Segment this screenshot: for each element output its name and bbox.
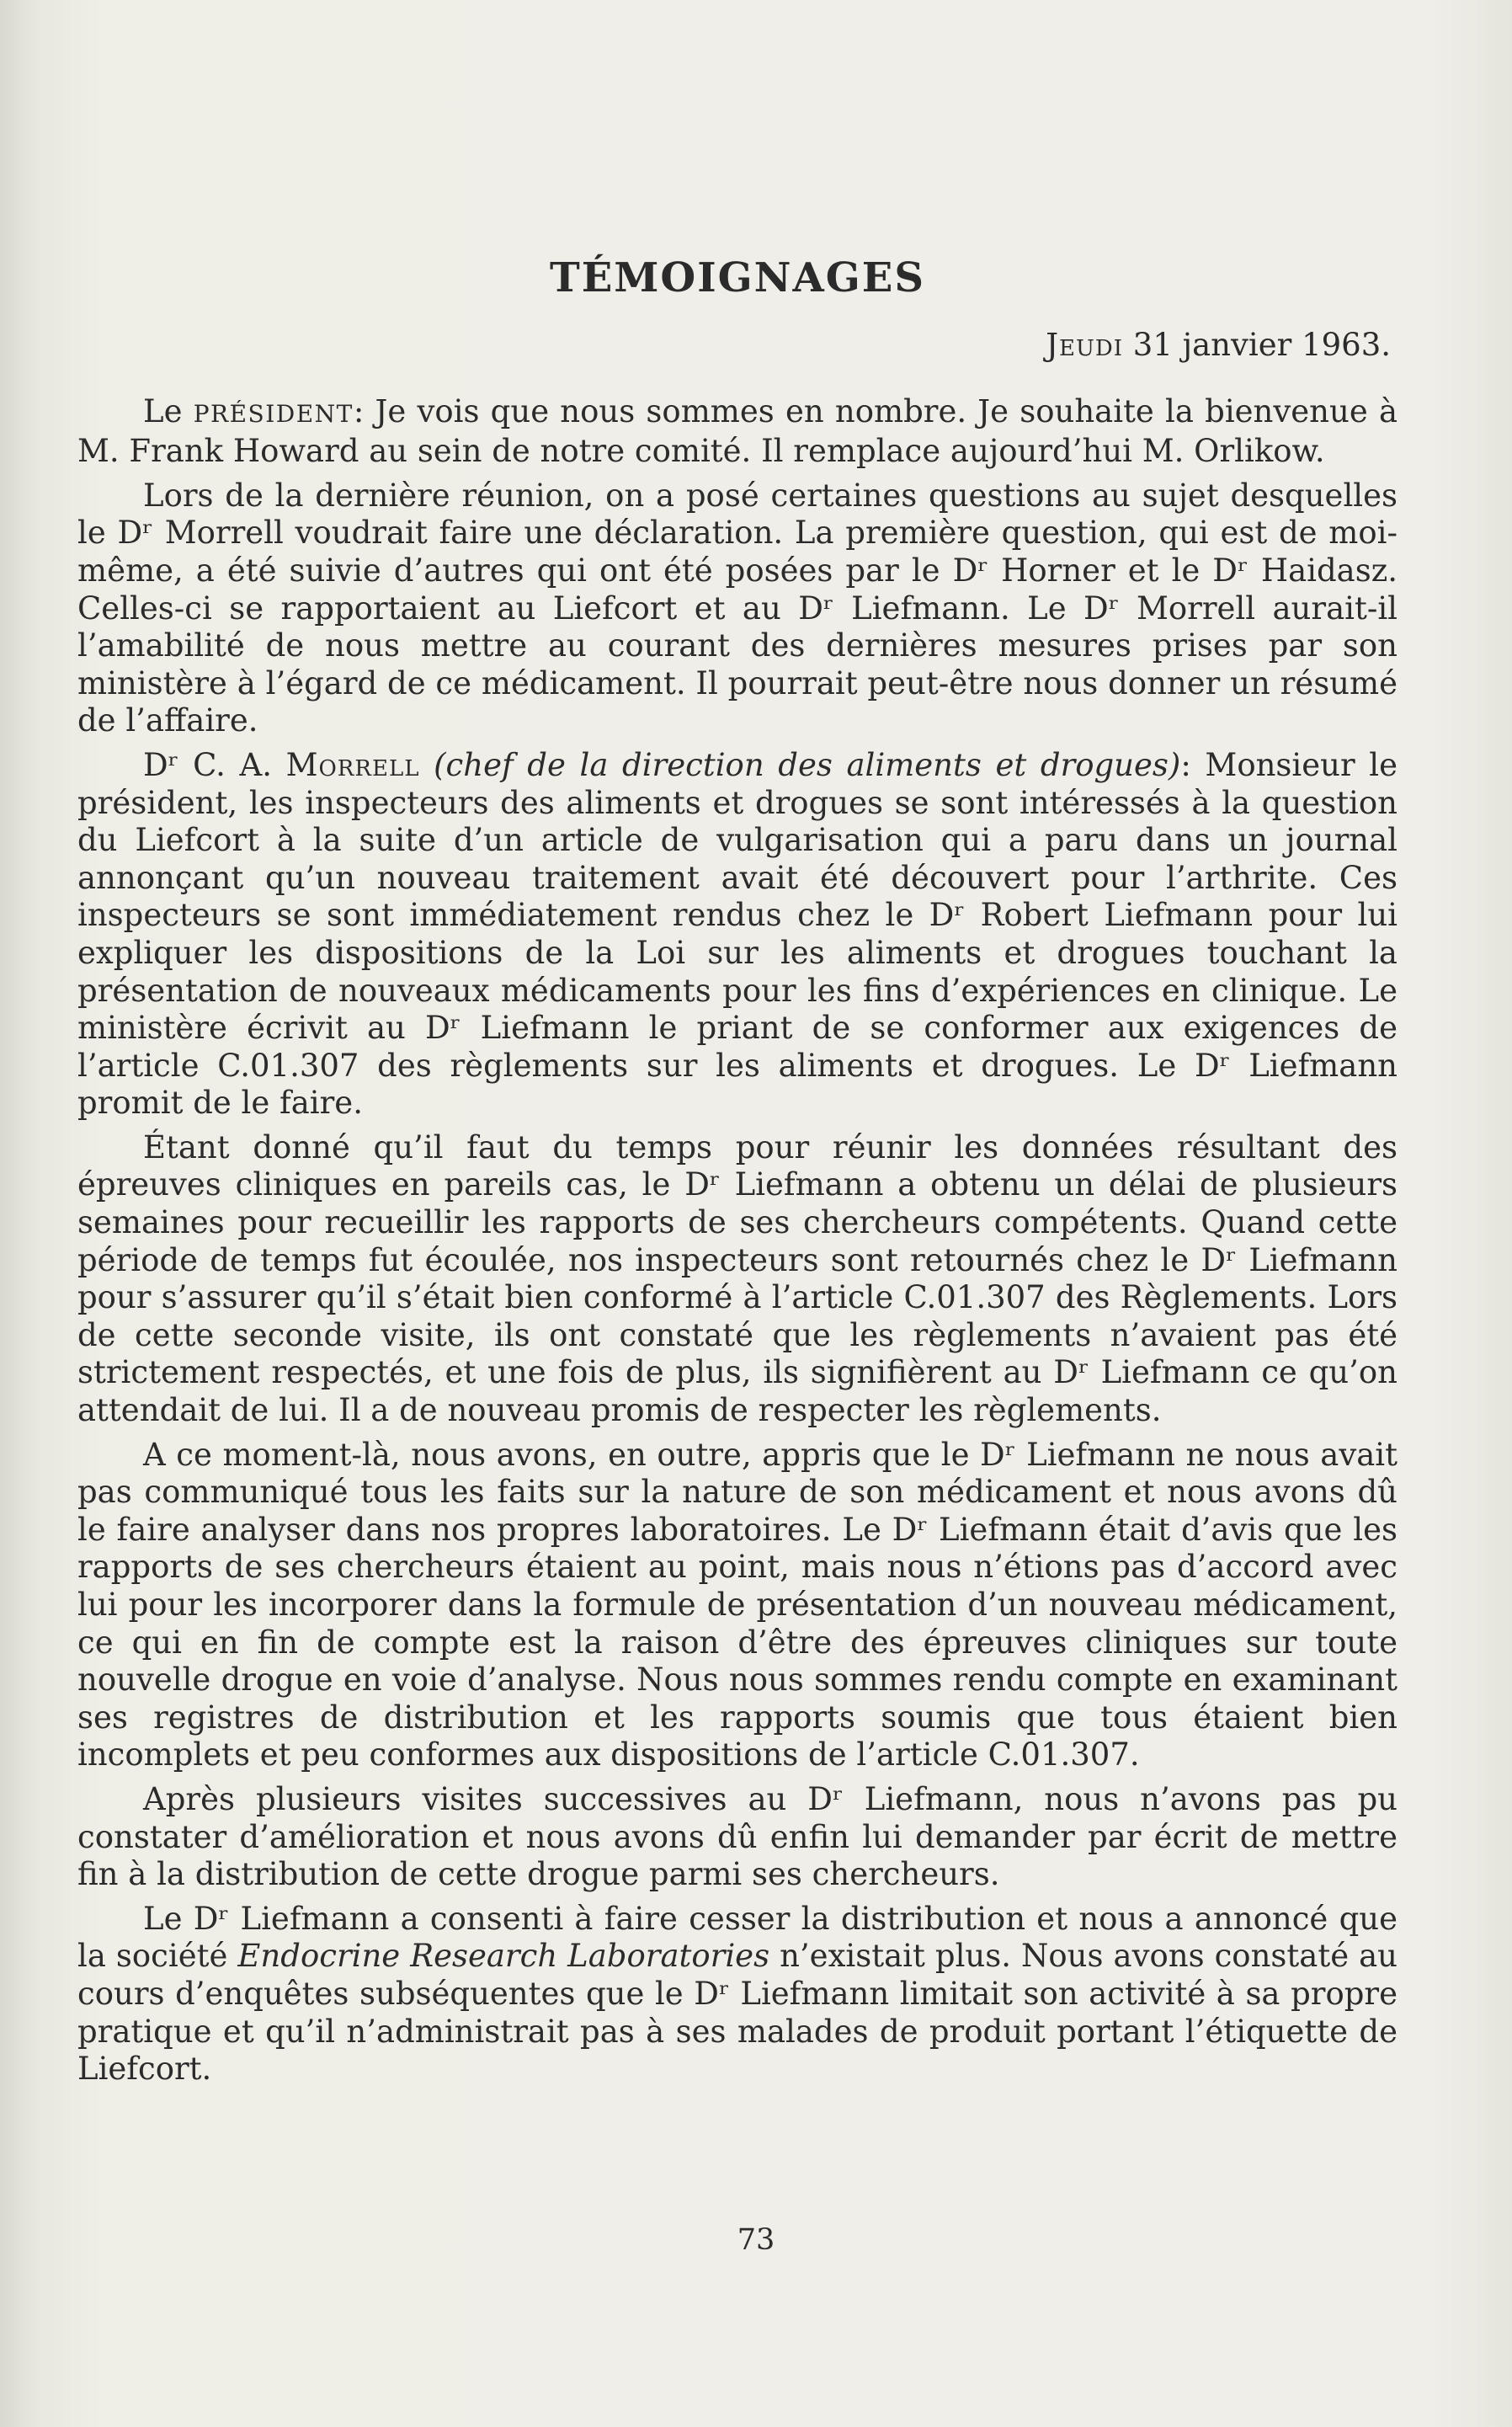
company-name: Endocrine Research Laboratories	[237, 1938, 770, 1975]
page-content	[77, 253, 1398, 2095]
dateline	[77, 327, 1391, 365]
paragraph-text: : Monsieur le président, les inspecteurs des aliments et drogues se sont intéressés à la question du Liefcort à la suite d’un article de vulgarisation qui a paru dans un journal annonçant qu’un nouveau traitement avait été découvert pour l’arthrite. Ces inspecteurs se sont immédiatement rendus chez le Dʳ Robert Liefmann pour lui expliquer les dispositions de la Loi sur les aliments et drogues touchant la présentation de nouveaux médicaments pour les fins d’expériences en clinique. Le ministère écrivit au Dʳ Liefmann le priant de se conformer aux exigences de l’article C.01.307 des règlements sur les aliments et drogues. Le Dʳ Liefmann promit de le faire.	[77, 746, 1398, 1122]
speaker-colon: :	[353, 392, 365, 429]
paragraph-text: Le Dʳ Liefmann a consenti à faire cesser la distribution et nous a annoncé que la société	[77, 1900, 1398, 1975]
speaker-prefix: Le	[143, 392, 194, 429]
paragraph-text: n’existait plus. Nous avons constaté au cours d’enquêtes subséquentes que le Dʳ Liefmann limitait son activité à sa propre pratique et qu’il n’administrait pas à ses malades de produit portant l’étiquette de Liefcort.	[77, 1938, 1398, 2088]
paragraph-7	[77, 1901, 1398, 2088]
page-title: TÉMOIGNAGES	[549, 254, 926, 301]
speaker-president: PRÉSIDENT	[193, 399, 354, 428]
dateline-date: 31 janvier 1963.	[1123, 327, 1391, 363]
page-number: 73	[737, 2223, 775, 2257]
speaker-role: (chef de la direction des aliments et drogues)	[434, 746, 1181, 783]
paragraph-morrell	[77, 747, 1398, 1123]
paragraph-president	[77, 393, 1398, 471]
paragraph-text: Je vois que nous sommes en nombre. Je souhaite la bienvenue à M. Frank Howard au sein de notre comité. Il remplace aujourd’hui M. Orlikow.	[77, 392, 1398, 470]
speaker-prefix: Dʳ C. A.	[143, 746, 286, 783]
speaker-morrell: Morrell	[285, 746, 420, 783]
paragraph-2: Lors de la dernière réunion, on a posé certaines questions au sujet desquelles le Dʳ Morrell voudrait faire une déclaration. La première question, qui est de moi-même, a été suivie d’autres qui ont été posées par le Dʳ Horner et le Dʳ Haidasz. Celles-ci se rapportaient au Liefcort et au Dʳ Liefmann. Le Dʳ Morrell aurait-il l’amabilité de nous mettre au courant des dernières mesures prises par son ministère à l’égard de ce médicament. Il pourrait peut-être nous donner un résumé de l’affaire.	[77, 477, 1398, 739]
paragraph-6: Après plusieurs visites successives au Dʳ Liefmann, nous n’avons pas pu constater d’amélioration et nous avons dû enfin lui demander par écrit de mettre fin à la distribution de cette drogue parmi ses chercheurs.	[77, 1780, 1398, 1893]
paragraph-4: Étant donné qu’il faut du temps pour réunir les données résultant des épreuves cliniques en pareils cas, le Dʳ Liefmann a obtenu un délai de plusieurs semaines pour recueillir les rapports de ses chercheurs compétents. Quand cette période de temps fut écoulée, nos inspecteurs sont retournés chez le Dʳ Liefmann pour s’assurer qu’il s’était bien conformé à l’article C.01.307 des Règlements. Lors de cette seconde visite, ils ont constaté que les règlements n’avaient pas été strictement respectés, et une fois de plus, ils signifièrent au Dʳ Liefmann ce qu’on attendait de lui. Il a de nouveau promis de respecter les règlements.	[77, 1128, 1398, 1429]
paragraph-5: A ce moment-là, nous avons, en outre, appris que le Dʳ Liefmann ne nous avait pas communiqué tous les faits sur la nature de son médicament et nous avons dû le faire analyser dans nos propres laboratoires. Le Dʳ Liefmann était d’avis que les rapports de ses chercheurs étaient au point, mais nous n’étions pas d’accord avec lui pour les incorporer dans la formule de présentation d’un nouveau médicament, ce qui en fin de compte est la raison d’être des épreuves cliniques sur toute nouvelle drogue en voie d’analyse. Nous nous sommes rendu compte en examinant ses registres de distribution et les rapports soumis que tous étaient bien incomplets et peu conformes aux dispositions de l’article C.01.307.	[77, 1436, 1398, 1774]
dateline-day: Jeudi	[1046, 327, 1124, 363]
